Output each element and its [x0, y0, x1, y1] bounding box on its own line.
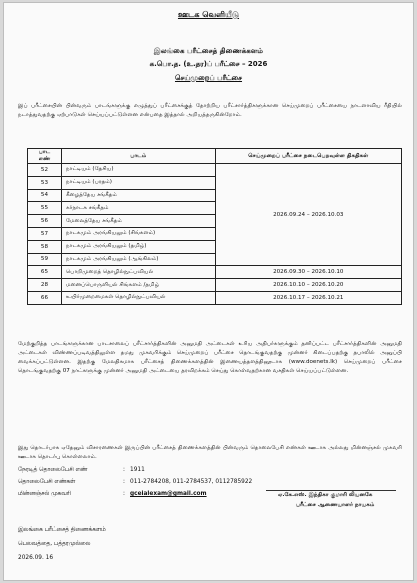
subject-code: 57 — [28, 227, 62, 240]
department-name: இலங்கை பரீட்சைத் திணைக்களம் — [153, 46, 264, 55]
email-colon: : — [123, 491, 125, 497]
intro-paragraph: இப் பரீட்சையின் பின்வரும் பாடங்களுக்கு எழுத்துப் பரீட்சைக்குத் தோற்றிய பரீட்சார்த்திகளுக்கான செய்முறைப் பரீட்சையை நாடளாவிய ரீதியில் நடாத்துவதற்கு ஏற்பாடுகள் செய்யப்பட்டுள்ளன என்பதை இத்தால் அறியத்தருகின்றோம். — [18, 103, 402, 118]
subject-code: 66 — [28, 291, 62, 304]
subject-code: 59 — [28, 253, 62, 266]
footer-address: பெலவத்தை, பத்தரமுல்லை — [18, 541, 91, 547]
subject-name: கீழைத்தேய சங்கீதம் — [61, 189, 215, 202]
subject-code: 58 — [28, 240, 62, 253]
subject-code: 55 — [28, 202, 62, 215]
table-row — [28, 164, 402, 177]
exam-name: க.பொ.த. (உ.தர)ப் பரீட்சை – 2026 — [149, 60, 268, 68]
phones-colon: : — [123, 479, 125, 485]
header-code: பாட எண் — [28, 149, 62, 164]
exam-dates: 2026.10.17 – 2026.10.21 — [215, 291, 401, 304]
signatory-position: பரீட்சை ஆணையாளர் நாயகம் — [296, 502, 375, 508]
header-subject: பாடம் — [61, 149, 215, 164]
exam-dates: 2026.09.30 – 2026.10.10 — [215, 266, 401, 279]
exam-dates: 2026.09.24 – 2026.10.03 — [215, 164, 401, 266]
exam-dates: 2026.10.10 – 2026.10.20 — [215, 279, 401, 292]
exam-subtitle: செய்முறைப் பரீட்சை — [174, 74, 243, 82]
subject-name: உயிர்முறைமைகள் தொழில்நுட்பவியல் — [61, 291, 215, 304]
subject-name: நாடகமும் அரங்கியலும் (ஆங்கிலம்) — [61, 253, 215, 266]
header-dates: செய்முறைப் பரீட்சை நடைபெறவுள்ள திகதிகள் — [215, 149, 401, 164]
hotline-label: நேரடித் தொலைபேசி எண் — [18, 467, 88, 473]
email-link[interactable]: gceialexam@gmail.com — [130, 491, 207, 497]
signature-line — [266, 490, 396, 491]
subject-code: 28 — [28, 279, 62, 292]
table-row — [28, 279, 402, 292]
admission-card-paragraph: மேற்குறித்த பாடங்களுக்கான பாடசாலைப் பரீட்சார்த்திகளின் அனுமதி அட்டைகள் உரிய அதிபர்களுக்கும் தனிப்பட்ட பரீட்சார்த்திகளின் அனுமதி அட்டைகள் விண்ணப்படிவத்திலுள்ள தமது முகவரிக்கும் செய்முறைப் பரீட்சை தொடங்குவதற்கு முன்னர் கிடைப்பதற்கு தபாலில் அனுப்பி வைக்கப்பட்டுள்ளன. இதற்கு மேலதிகமாக பரீட்சைத் திணைக்களத்தின் இணையத்தளத்தினூடாக (www.doenets.lk) செய்முறைப் பரீட்சை தொடங்குவதற்கு 07 நாட்களுக்கு முன்னர் அனுமதி அட்டையை தரவிறக்கம் செய்து கொள்வதற்கான வசதிகள் செய்யப்பட்டுள்ளன. — [18, 341, 402, 374]
inquiry-paragraph: இது தொடர்பாக ஏதேனும் விசாரணைகள் இருப்பின் பரீட்சைத் திணைக்களத்தின் பின்வரும் தொலைபேசி எண்கள் ஊடாக அல்லது மின்னஞ்சல் முகவரி ஊடாக தொடர்பு கொள்ளலாம். — [18, 445, 402, 460]
subject-code: 52 — [28, 164, 62, 177]
signatory-name: ஏ.கே.எஸ். இந்திகா குமாரி லியனகே — [278, 492, 373, 498]
phones-label: தொலைபேசி எண்கள் — [18, 479, 76, 485]
table-header-row — [28, 149, 402, 164]
footer-org: இலங்கை பரீட்சைத் திணைக்களம் — [18, 527, 106, 533]
phone-numbers: 011-2784208, 011-2784537, 0112785922 — [130, 479, 253, 485]
hotline-number: 1911 — [130, 467, 145, 473]
subject-code: 56 — [28, 215, 62, 228]
subject-name: நாட்டியம் (பரதம்) — [61, 176, 215, 189]
subject-name: நாட்டியம் (தேசிய) — [61, 164, 215, 177]
subject-name: மனைப்பொருளியல் சிங்களம் /தமிழ் — [61, 279, 215, 292]
subject-name: கர்நாடக சங்கீதம் — [61, 202, 215, 215]
press-release-page — [3, 2, 414, 581]
table-row — [28, 291, 402, 304]
subject-name: மேலைத்தேய சங்கீதம் — [61, 215, 215, 228]
footer-date: 2026.09. 16 — [18, 555, 54, 561]
subject-code: 54 — [28, 189, 62, 202]
subject-name: பொறிமுறைத் தொழில்நுட்பவியல் — [61, 266, 215, 279]
subject-code: 53 — [28, 176, 62, 189]
hotline-colon: : — [123, 467, 125, 473]
subject-code: 65 — [28, 266, 62, 279]
subject-name: நாடகமும் அரங்கியலும் (தமிழ்) — [61, 240, 215, 253]
schedule-table — [27, 148, 402, 305]
email-label: மின்னஞ்சல் முகவரி — [18, 491, 71, 497]
page-title: ஊடக வெளியீடு — [177, 10, 240, 19]
subject-name: நாடகமும் அரங்கியலும் (சிங்களம்) — [61, 227, 215, 240]
table-row — [28, 266, 402, 279]
